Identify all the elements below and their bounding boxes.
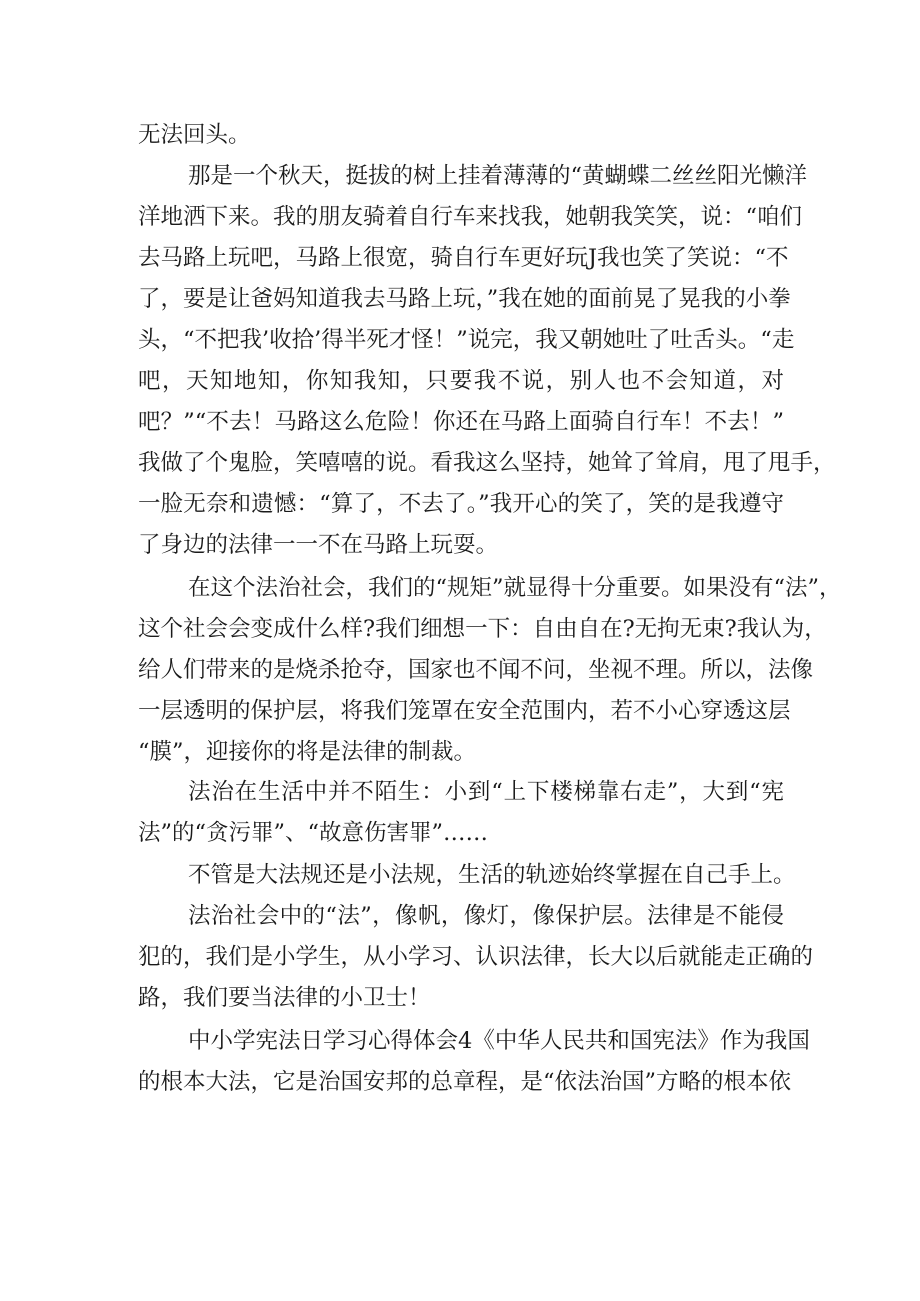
text-line: 一脸无奈和遗憾：“算了，不去了。”我开心的笑了，笑的是我遵守: [138, 491, 784, 517]
text-line: 的根本大法，它是治国安邦的总章程，是“依法治国”方略的根本依: [138, 1069, 792, 1095]
text-line: 去马路上玩吧，马路上很宽，骑自行车更好玩J我也笑了笑说：“不: [138, 245, 789, 271]
text-line: 犯的，我们是小学生，从小学习、认识法律，长大以后就能走正确的: [138, 944, 814, 970]
text-line: 吧？”“不去！马路这么危险！你还在马路上面骑自行车！不去！”: [138, 409, 784, 435]
text-line: 无法回头。: [138, 122, 251, 148]
text-line: 洋地洒下来。我的朋友骑着自行车来找我，她朝我笑笑，说：“咱们: [138, 204, 803, 230]
text-line: 我做了个鬼脸，笑嘻嘻的说。看我这么坚持，她耸了耸肩，甩了甩手，: [138, 450, 836, 476]
paragraph-start-line: 不管是大法规还是小法规，生活的轨迹始终掌握在自己手上。: [188, 862, 796, 888]
text-line: 吧，天知地知，你知我知，只要我不说，别人也不会知道，对: [138, 368, 784, 394]
text-line: 给人们带来的是烧杀抢夺，国家也不闻不问，坐视不理。所以，法像: [138, 657, 814, 683]
text-line: 头，“不把我’收拾’得半死才怪！”说完，我又朝她吐了吐舌头。“走: [138, 327, 795, 353]
paragraph-start-line: 法治在生活中并不陌生：小到“上下楼梯靠右走”，大到“宪: [188, 779, 784, 805]
text-line: 了，要是让爸妈知道我去马路上玩，”我在她的面前晃了晃我的小拳: [138, 286, 791, 312]
paragraph-start-line: 法治社会中的“法”，像帆，像灯，像保护层。法律是不能侵: [188, 903, 784, 929]
text-line: “膜”，迎接你的将是法律的制裁。: [138, 739, 477, 765]
paragraph-start-line: 那是一个秋天，挺拔的树上挂着薄薄的“黄蝴蝶二丝丝阳光懒洋: [188, 163, 808, 189]
paragraph-start-line: 中小学宪法日学习心得体会4《中华人民共和国宪法》作为我国: [188, 1028, 810, 1054]
text-line: 这个社会会变成什么样?我们细想一下：自由自在?无拘无束?我认为，: [138, 616, 827, 642]
paragraph-start-line: 在这个法治社会，我们的“规矩”就显得十分重要。如果没有“法”，: [188, 575, 842, 601]
text-line: 路，我们要当法律的小卫士！: [138, 985, 431, 1011]
text-line: 一层透明的保护层，将我们笼罩在安全范围内，若不小心穿透这层: [138, 698, 791, 724]
text-line: 了身边的法律一一不在马路上玩耍。: [138, 532, 499, 558]
text-line: 法”的“贪污罪”、“故意伤害罪”……: [138, 820, 489, 846]
